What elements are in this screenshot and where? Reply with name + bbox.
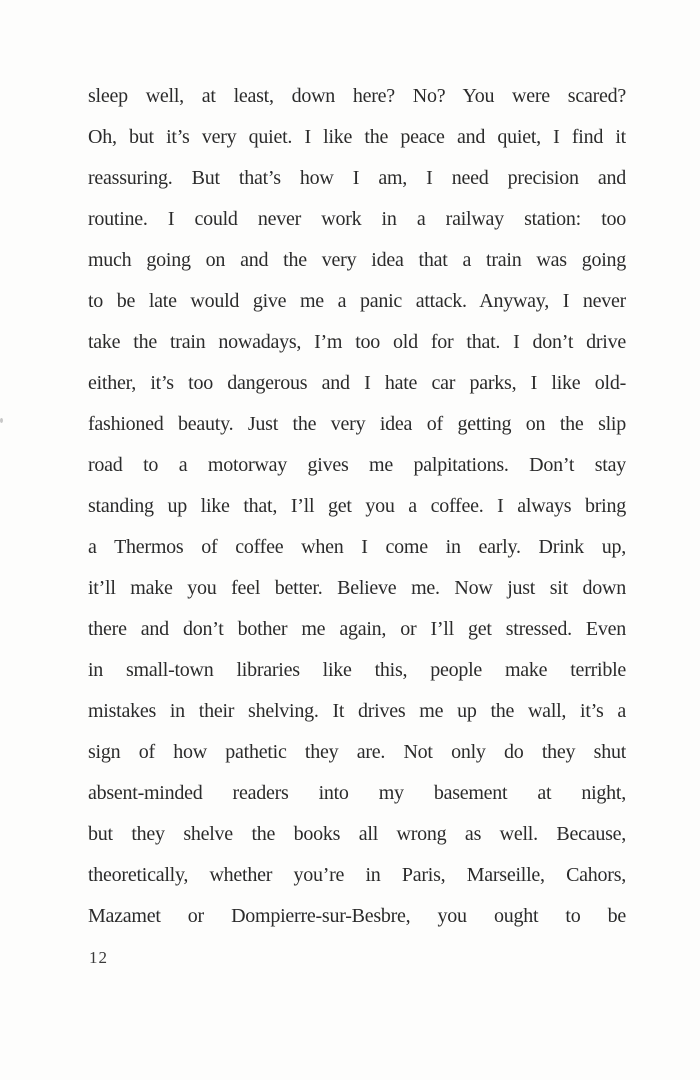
text-line: road to a motorway gives me palpitations. Don’t stay xyxy=(88,454,626,476)
text-line: mistakes in their shelving. It drives me up the wall, it’s a xyxy=(88,700,626,722)
text-line: Mazamet or Dompierre-sur-Besbre, you ought to be xyxy=(88,905,626,927)
text-line: fashioned beauty. Just the very idea of getting on the slip xyxy=(88,413,626,435)
text-line: standing up like that, I’ll get you a coffee. I always bring xyxy=(88,495,626,517)
text-line: in small-town libraries like this, people make terrible xyxy=(88,659,626,681)
text-line: to be late would give me a panic attack. Anyway, I never xyxy=(88,290,626,312)
text-line: much going on and the very idea that a train was going xyxy=(88,249,626,271)
body-text xyxy=(88,76,626,937)
text-line: take the train nowadays, I’m too old for that. I don’t drive xyxy=(88,331,626,353)
text-line: absent-minded readers into my basement at night, xyxy=(88,782,626,804)
text-line: Oh, but it’s very quiet. I like the peace and quiet, I find it xyxy=(88,126,626,148)
text-line: theoretically, whether you’re in Paris, Marseille, Cahors, xyxy=(88,864,626,886)
scan-speck-artifact xyxy=(0,418,3,423)
text-line: sign of how pathetic they are. Not only do they shut xyxy=(88,741,626,763)
text-line: but they shelve the books all wrong as well. Because, xyxy=(88,823,626,845)
text-line: a Thermos of coffee when I come in early. Drink up, xyxy=(88,536,626,558)
text-line: sleep well, at least, down here? No? You were scared? xyxy=(88,85,626,107)
text-line: routine. I could never work in a railway station: too xyxy=(88,208,626,230)
text-line: reassuring. But that’s how I am, I need precision and xyxy=(88,167,626,189)
text-line: it’ll make you feel better. Believe me. Now just sit down xyxy=(88,577,626,599)
text-line: either, it’s too dangerous and I hate car parks, I like old- xyxy=(88,372,626,394)
page-number: 12 xyxy=(89,948,108,967)
text-line: there and don’t bother me again, or I’ll get stressed. Even xyxy=(88,618,626,640)
